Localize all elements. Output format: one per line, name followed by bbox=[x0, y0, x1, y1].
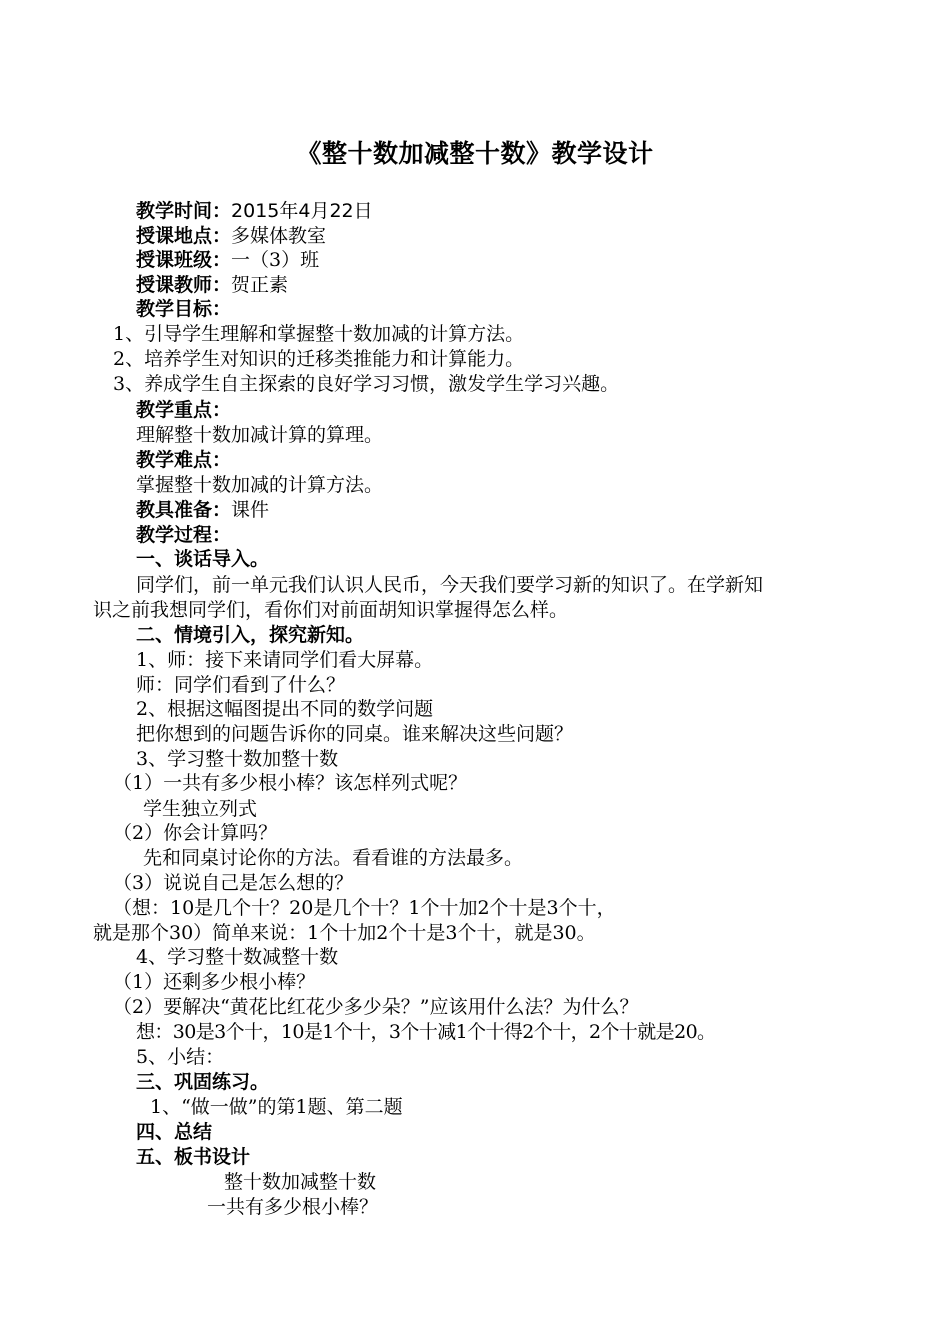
class-value: 一（3）班 bbox=[231, 249, 320, 271]
section-1-line: 同学们，前一单元我们认识人民币，今天我们要学习新的知识了。在学新知 bbox=[136, 574, 764, 596]
goal-item: 2、培养学生对知识的迁移类推能力和计算能力。 bbox=[113, 348, 525, 370]
goal-item: 1、引导学生理解和掌握整十数加减的计算方法。 bbox=[113, 323, 525, 345]
place-label: 授课地点： bbox=[136, 225, 232, 247]
section-2-line: 1、师：接下来请同学们看大屏幕。 bbox=[136, 649, 434, 671]
section-2-line: （3）说说自己是怎么想的？ bbox=[113, 872, 354, 894]
board-line: 整十数加减整十数 bbox=[224, 1171, 377, 1193]
info-teacher bbox=[136, 273, 288, 298]
info-place bbox=[136, 224, 326, 249]
section-5-heading: 五、板书设计 bbox=[136, 1146, 251, 1168]
difficulty-text: 掌握整十数加减的计算方法。 bbox=[136, 474, 384, 496]
section-2-line: 4、学习整十数减整十数 bbox=[136, 946, 339, 968]
info-time bbox=[136, 199, 373, 224]
section-2-line: 3、学习整十数加整十数 bbox=[136, 748, 339, 770]
section-4-heading: 四、总结 bbox=[136, 1121, 213, 1143]
key-point-heading: 教学重点： bbox=[136, 399, 232, 421]
key-point-text: 理解整十数加减计算的算理。 bbox=[136, 424, 384, 446]
section-2-line: 2、根据这幅图提出不同的数学问题 bbox=[136, 698, 434, 720]
section-2-line: （1）一共有多少根小棒？该怎样列式呢？ bbox=[113, 772, 468, 794]
section-2-line: 就是那个30）简单来说：1个十加2个十是3个十，就是30。 bbox=[93, 922, 596, 944]
goals-heading: 教学目标： bbox=[136, 298, 232, 320]
tools-line bbox=[136, 498, 269, 523]
section-2-line: 学生独立列式 bbox=[143, 798, 258, 820]
section-2-line: （2）你会计算吗？ bbox=[113, 822, 278, 844]
section-3-heading: 三、巩固练习。 bbox=[136, 1071, 270, 1093]
teacher-value: 贺正素 bbox=[231, 274, 289, 296]
section-2-line: （想：10是几个十？20是几个十？1个十加2个十是3个十， bbox=[113, 897, 616, 919]
process-heading: 教学过程： bbox=[136, 524, 232, 546]
section-1-line: 识之前我想同学们，看你们对前面胡知识掌握得怎么样。 bbox=[93, 599, 569, 621]
section-2-line: 先和同桌讨论你的方法。看看谁的方法最多。 bbox=[143, 847, 524, 869]
time-value: 2015年4月22日 bbox=[231, 200, 373, 222]
section-2-heading: 二、情境引入，探究新知。 bbox=[136, 624, 365, 646]
tools-label: 教具准备： bbox=[136, 499, 232, 521]
board-line: 一共有多少根小棒？ bbox=[207, 1196, 379, 1218]
section-2-line: 师：同学们看到了什么？ bbox=[136, 674, 346, 696]
place-value: 多媒体教室 bbox=[231, 225, 327, 247]
class-label: 授课班级： bbox=[136, 249, 232, 271]
section-3-line: 1、“做一做”的第1题、第二题 bbox=[150, 1096, 403, 1118]
document-title: 《整十数加减整十数》教学设计 bbox=[296, 139, 654, 168]
section-2-line: （1）还剩多少根小棒？ bbox=[113, 971, 316, 993]
section-2-line: 想：30是3个十，10是1个十，3个十减1个十得2个十，2个十就是20。 bbox=[136, 1021, 716, 1043]
section-2-line: （2）要解决“黄花比红花少多少朵？”应该用什么法？为什么？ bbox=[113, 996, 639, 1018]
tools-value: 课件 bbox=[231, 499, 270, 521]
section-2-line: 5、小结： bbox=[136, 1046, 225, 1068]
section-1-heading: 一、谈话导入。 bbox=[136, 548, 270, 570]
time-label: 教学时间： bbox=[136, 200, 232, 222]
info-class bbox=[136, 248, 319, 273]
goal-item: 3、养成学生自主探索的良好学习习惯，激发学生学习兴趣。 bbox=[113, 373, 620, 395]
teacher-label: 授课教师： bbox=[136, 274, 232, 296]
difficulty-heading: 教学难点： bbox=[136, 449, 232, 471]
section-2-line: 把你想到的问题告诉你的同桌。谁来解决这些问题？ bbox=[136, 723, 574, 745]
